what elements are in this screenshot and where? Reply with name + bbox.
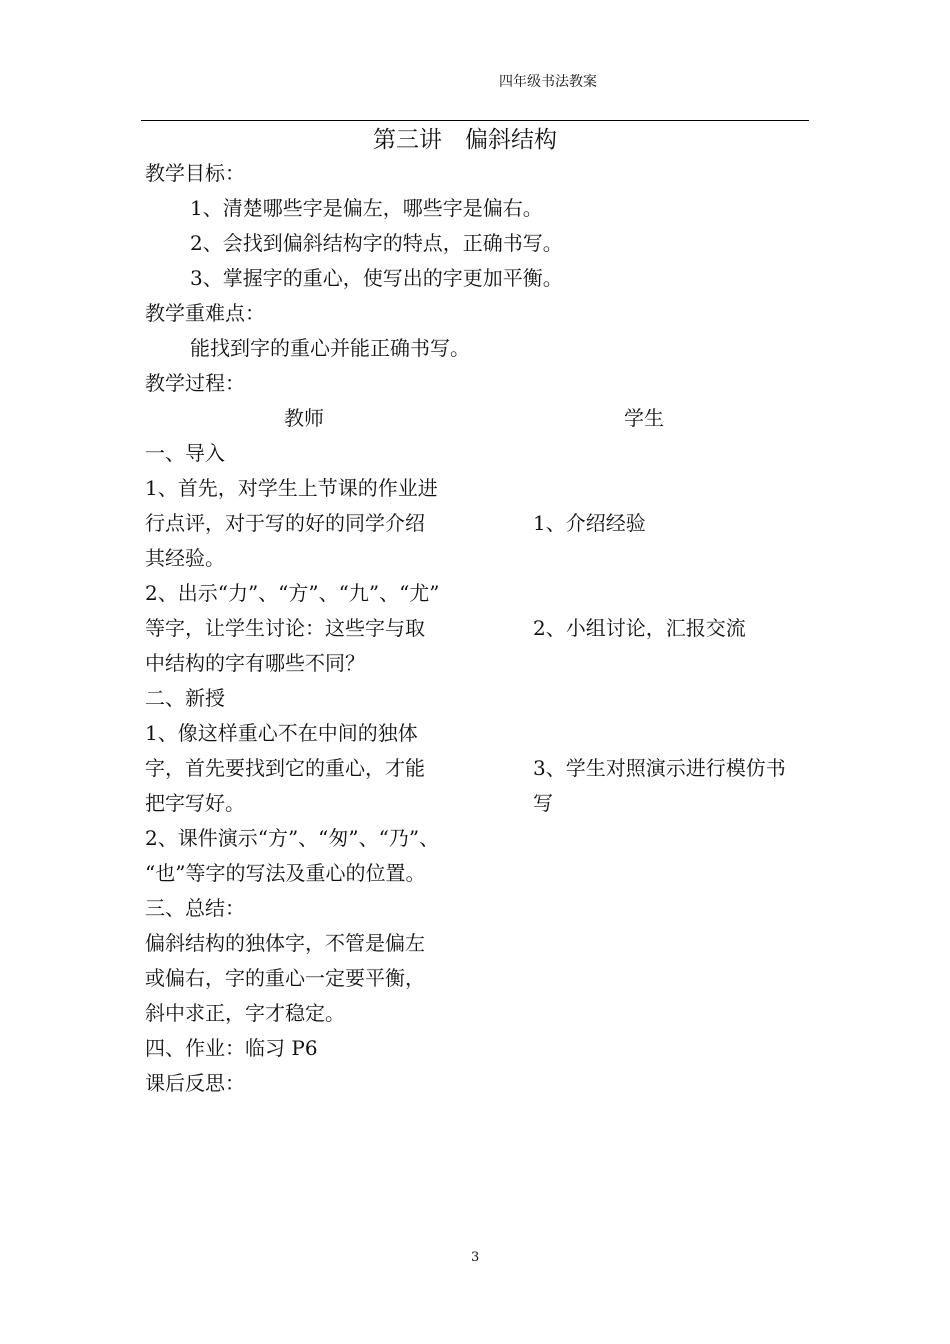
student-activity: 2、小组讨论，汇报交流 — [533, 616, 746, 640]
teacher-line: 1、首先，对学生上节课的作业进 — [145, 476, 438, 500]
student-activity: 3、学生对照演示进行模仿书 — [533, 756, 786, 780]
page-number: 3 — [471, 1250, 480, 1265]
objective-item: 3、掌握字的重心，使写出的字更加平衡。 — [190, 266, 563, 290]
process-heading: 教学过程： — [145, 371, 245, 395]
summary-line: 或偏右，字的重心一定要平衡， — [145, 966, 425, 990]
section-heading: 三、总结： — [145, 896, 245, 920]
student-activity: 1、介绍经验 — [533, 511, 646, 535]
objective-item: 1、清楚哪些字是偏左，哪些字是偏右。 — [190, 196, 543, 220]
key-points-text: 能找到字的重心并能正确书写。 — [190, 336, 470, 360]
teacher-line: 行点评，对于写的好的同学介绍 — [145, 511, 425, 535]
teacher-line: 中结构的字有哪些不同？ — [145, 651, 365, 675]
lesson-title: 第三讲 偏斜结构 — [373, 127, 557, 153]
teacher-line: 把字写好。 — [145, 791, 245, 815]
summary-line: 斜中求正，字才稳定。 — [145, 1001, 345, 1025]
homework-heading: 四、作业：临习 P6 — [145, 1036, 318, 1060]
teacher-line: 2、出示“力”、“方”、“九”、“尤” — [145, 581, 440, 605]
teacher-line: “也”等字的写法及重心的位置。 — [145, 861, 426, 885]
student-activity: 写 — [533, 791, 553, 815]
teacher-line: 1、像这样重心不在中间的独体 — [145, 721, 418, 745]
section-heading: 一、导入 — [145, 441, 225, 465]
column-header-teacher: 教师 — [284, 406, 324, 430]
teacher-line: 其经验。 — [145, 546, 225, 570]
objectives-heading: 教学目标： — [145, 161, 245, 185]
objective-item: 2、会找到偏斜结构字的特点，正确书写。 — [190, 231, 563, 255]
column-header-student: 学生 — [624, 406, 664, 430]
running-header: 四年级书法教案 — [499, 74, 597, 90]
teacher-line: 2、课件演示“方”、“匆”、“乃”、 — [145, 826, 440, 850]
key-points-heading: 教学重难点： — [145, 301, 265, 325]
section-heading: 二、新授 — [145, 686, 225, 710]
summary-line: 偏斜结构的独体字，不管是偏左 — [145, 931, 425, 955]
teacher-line: 等字，让学生讨论：这些字与取 — [145, 616, 425, 640]
reflection-heading: 课后反思： — [145, 1071, 245, 1095]
teacher-line: 字，首先要找到它的重心，才能 — [145, 756, 425, 780]
